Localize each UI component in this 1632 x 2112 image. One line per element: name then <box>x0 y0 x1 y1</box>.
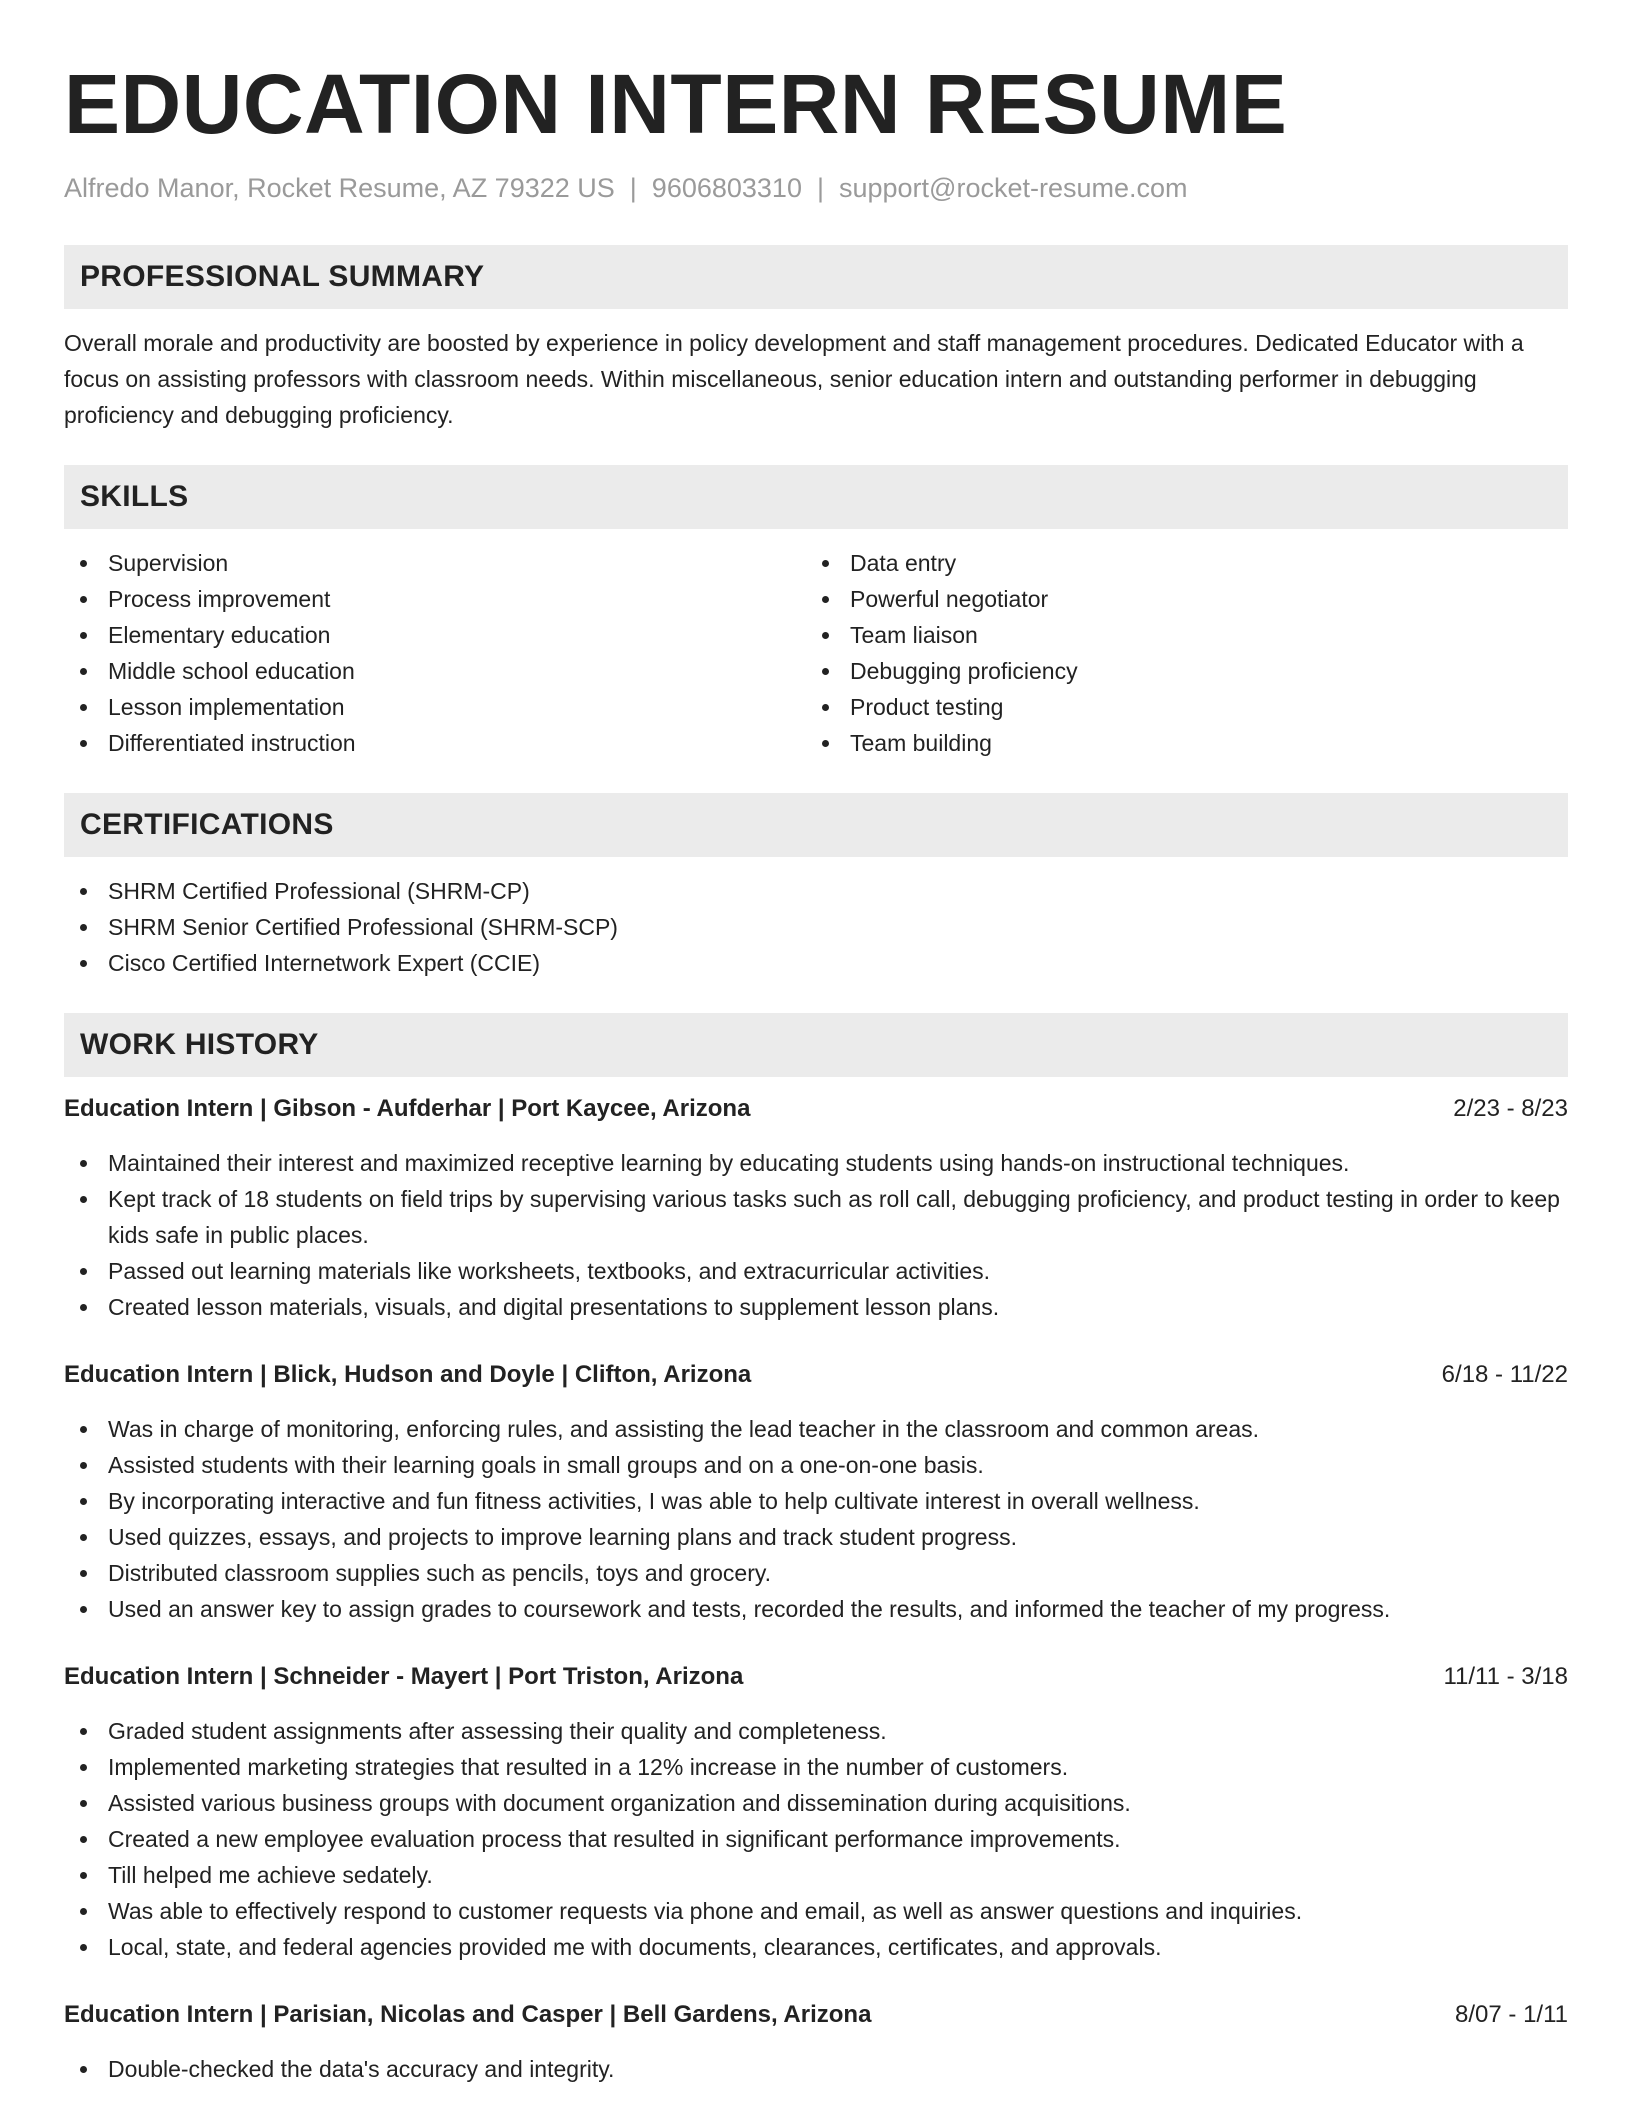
certifications-list <box>64 873 1568 981</box>
contact-separator: | <box>816 173 824 203</box>
certification-item: SHRM Senior Certified Professional (SHRM-SCP) <box>64 909 1568 945</box>
resume-title: EDUCATION INTERN RESUME <box>64 57 1288 151</box>
job-bullet: Was in charge of monitoring, enforcing rules, and assisting the lead teacher in the classroom and common areas. <box>64 1411 1568 1447</box>
work-history-heading: WORK HISTORY <box>64 1013 1568 1077</box>
skills-column-right <box>806 545 1548 761</box>
job-bullet: Local, state, and federal agencies provided me with documents, clearances, certificates, and approvals. <box>64 1929 1568 1965</box>
skill-item: Team liaison <box>806 617 1548 653</box>
job-dates: 8/07 - 1/11 <box>1455 2001 1568 2028</box>
job-bullets <box>64 2051 1568 2087</box>
summary-heading: PROFESSIONAL SUMMARY <box>64 245 1568 309</box>
skill-item: Elementary education <box>64 617 806 653</box>
skill-item: Data entry <box>806 545 1548 581</box>
skills-list <box>64 545 1568 761</box>
contact-address: Alfredo Manor, Rocket Resume, AZ 79322 US <box>64 173 615 203</box>
job-title: Education Intern | Schneider - Mayert | Port Triston, Arizona <box>64 1663 744 1690</box>
certification-item: SHRM Certified Professional (SHRM-CP) <box>64 873 1568 909</box>
job-entry <box>64 1997 1568 2087</box>
skills-column-left <box>64 545 806 761</box>
job-title: Education Intern | Blick, Hudson and Doyle | Clifton, Arizona <box>64 1361 752 1388</box>
certification-item: Cisco Certified Internetwork Expert (CCIE) <box>64 945 1568 981</box>
job-bullets <box>64 1713 1568 1965</box>
summary-text: Overall morale and productivity are boosted by experience in policy development and staff management procedures. Dedicated Educator with a focus on assisting professors with classroom needs. Within miscellaneous, senior education intern and outstanding performer in debugging proficiency and debugging proficiency. <box>64 330 1524 428</box>
skill-item: Middle school education <box>64 653 806 689</box>
job-dates: 2/23 - 8/23 <box>1453 1095 1568 1122</box>
skill-item: Product testing <box>806 689 1548 725</box>
resume-page <box>64 0 1568 2087</box>
job-entry <box>64 1357 1568 1627</box>
skill-item: Team building <box>806 725 1548 761</box>
skill-item: Lesson implementation <box>64 689 806 725</box>
contact-line <box>64 170 1568 206</box>
job-bullet: Assisted students with their learning goals in small groups and on a one-on-one basis. <box>64 1447 1568 1483</box>
contact-separator: | <box>629 173 637 203</box>
skills-heading: SKILLS <box>64 465 1568 529</box>
skill-item: Process improvement <box>64 581 806 617</box>
job-header <box>64 1997 1568 2033</box>
skill-item: Supervision <box>64 545 806 581</box>
job-header <box>64 1659 1568 1695</box>
job-header <box>64 1091 1568 1127</box>
job-bullet: Used quizzes, essays, and projects to improve learning plans and track student progress. <box>64 1519 1568 1555</box>
job-dates: 6/18 - 11/22 <box>1441 1361 1568 1388</box>
job-bullet: Implemented marketing strategies that resulted in a 12% increase in the number of customers. <box>64 1749 1568 1785</box>
job-title: Education Intern | Gibson - Aufderhar | Port Kaycee, Arizona <box>64 1095 751 1122</box>
skill-item: Debugging proficiency <box>806 653 1548 689</box>
job-bullet: Created lesson materials, visuals, and digital presentations to supplement lesson plans. <box>64 1289 1568 1325</box>
job-bullets <box>64 1145 1568 1325</box>
job-header <box>64 1357 1568 1393</box>
job-dates: 11/11 - 3/18 <box>1443 1663 1568 1690</box>
job-bullet: Created a new employee evaluation process that resulted in significant performance improvements. <box>64 1821 1568 1857</box>
job-bullet: Till helped me achieve sedately. <box>64 1857 1568 1893</box>
job-bullet: Assisted various business groups with document organization and dissemination during acquisitions. <box>64 1785 1568 1821</box>
job-bullet: Graded student assignments after assessing their quality and completeness. <box>64 1713 1568 1749</box>
contact-phone: 9606803310 <box>651 173 802 203</box>
contact-email: support@rocket-resume.com <box>838 173 1188 203</box>
job-entry <box>64 1659 1568 1965</box>
job-bullet: Double-checked the data's accuracy and integrity. <box>64 2051 1568 2087</box>
job-bullet: Maintained their interest and maximized receptive learning by educating students using hands-on instructional techniques. <box>64 1145 1568 1181</box>
job-bullet: Passed out learning materials like worksheets, textbooks, and extracurricular activities. <box>64 1253 1568 1289</box>
job-bullet: Was able to effectively respond to customer requests via phone and email, as well as answer questions and inquiries. <box>64 1893 1568 1929</box>
job-bullet: By incorporating interactive and fun fitness activities, I was able to help cultivate interest in overall wellness. <box>64 1483 1568 1519</box>
certifications-heading: CERTIFICATIONS <box>64 793 1568 857</box>
job-title: Education Intern | Parisian, Nicolas and Casper | Bell Gardens, Arizona <box>64 2001 872 2028</box>
job-bullet: Used an answer key to assign grades to coursework and tests, recorded the results, and informed the teacher of my progress. <box>64 1591 1568 1627</box>
skill-item: Differentiated instruction <box>64 725 806 761</box>
skill-item: Powerful negotiator <box>806 581 1548 617</box>
job-entry <box>64 1091 1568 1325</box>
job-bullets <box>64 1411 1568 1627</box>
job-bullet: Distributed classroom supplies such as pencils, toys and grocery. <box>64 1555 1568 1591</box>
job-bullet: Kept track of 18 students on field trips by supervising various tasks such as roll call, debugging proficiency, and product testing in order to keep kids safe in public places. <box>64 1181 1568 1253</box>
